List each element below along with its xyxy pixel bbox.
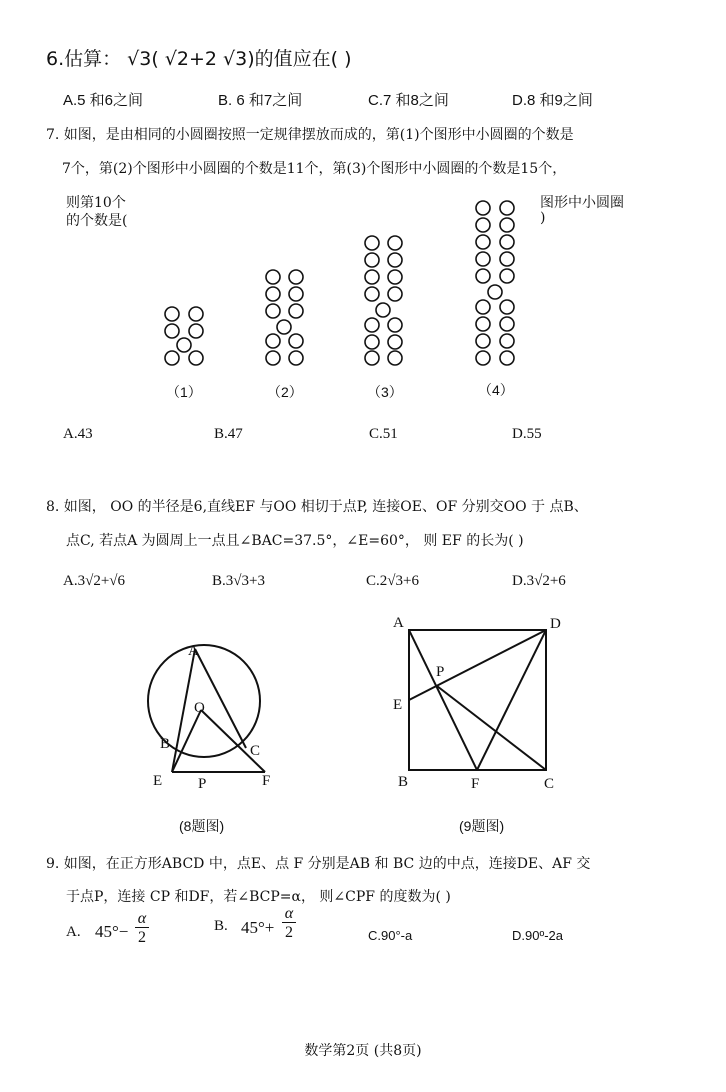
q9-option-d: D.90º-2a (512, 928, 563, 943)
q8-stem-line1: 8. 如图， OO 的半径是6,直线EF 与OO 相切于点P, 连接OE、OF 分别交OO 于 点B、 (46, 499, 588, 515)
q7-stem-line4a: 的个数是( (66, 213, 128, 229)
q9-option-b-denominator: 2 (282, 922, 296, 942)
q9-option-b-prefix: B. (214, 918, 228, 934)
q8-option-c: C.2√3+6 (366, 573, 419, 589)
q9-stem-line2: 于点P，连接 CP 和DF，若∠BCP=α， 则∠CPF 的度数为( ) (66, 889, 451, 905)
q6-option-c: C.7 和8之间 (368, 92, 449, 109)
q7-circle-pattern-figure (150, 190, 530, 415)
q9-point-d: D (550, 616, 561, 632)
q9-point-f: F (471, 776, 480, 792)
q7-stem-line3b: 图形中小圆圈 (540, 195, 624, 211)
q7-option-b: B.47 (214, 426, 243, 442)
q9-option-b-numerator: α (284, 905, 294, 922)
q6-option-d: D.8 和9之间 (512, 92, 593, 109)
q7-option-c: C.51 (369, 426, 398, 442)
q9-option-c: C.90°-a (368, 928, 413, 943)
q7-stem-line3a: 则第10个 (66, 195, 126, 211)
q9-option-a-fraction (135, 910, 149, 947)
q7-figure-label-4: （4） (478, 382, 514, 398)
q9-figure-caption: (9题图) (459, 818, 505, 834)
q6-option-a: A.5 和6之间 (63, 92, 144, 109)
q8-point-c: C (250, 743, 261, 759)
q8-option-d: D.3√2+6 (512, 573, 566, 589)
q7-stem-line4b: ) (540, 210, 546, 226)
pattern-figure-2 (266, 270, 303, 365)
q9-square-figure (385, 610, 575, 800)
q9-option-a-expr: 45°− (95, 922, 129, 941)
q8-figure-caption: (8题图) (179, 818, 225, 834)
q9-option-a-numerator: α (137, 910, 147, 927)
page-footer: 数学第2页 (共8页) (304, 1043, 422, 1059)
q7-figure-label-3: （3） (367, 384, 403, 400)
pattern-figure-3 (365, 236, 402, 365)
q9-point-p: P (436, 664, 445, 680)
q8-geometry-figure (140, 630, 290, 790)
q8-stem-line2: 点C, 若点A 为圆周上一点且∠BAC=37.5°，∠E=60°， 则 EF 的长为( ) (66, 533, 524, 549)
q9-point-b: B (398, 774, 409, 790)
q9-option-a-prefix: A. (66, 924, 81, 940)
q8-point-o: O (194, 700, 205, 716)
q9-stem-line1: 9. 如图，在正方形ABCD 中，点E、点 F 分别是AB 和 BC 边的中点，连接DE、AF 交 (46, 856, 591, 872)
q8-point-f: F (262, 773, 271, 789)
q7-figure-label-1: （1） (166, 384, 202, 400)
q8-option-b: B.3√3+3 (212, 573, 265, 589)
q7-stem-line1: 7. 如图，是由相同的小圆圈按照一定规律摆放而成的，第(1)个图形中小圆圈的个数是 (46, 127, 574, 143)
q7-option-d: D.55 (512, 426, 542, 442)
q9-point-a: A (393, 615, 404, 631)
q7-stem-line2: 7个，第(2)个图形中小圆圈的个数是11个，第(3)个图形中小圆圈的个数是15个， (62, 161, 567, 177)
q8-point-b: B (160, 736, 171, 752)
pattern-figure-4 (476, 201, 514, 365)
q6-stem: 6.估算： √3( √2+2 √3)的值应在( ) (46, 48, 352, 70)
q8-point-e: E (153, 773, 163, 789)
q7-figure-label-2: （2） (267, 384, 303, 400)
q9-option-b-fraction (282, 905, 296, 942)
pattern-figure-1 (165, 307, 203, 365)
q9-point-e: E (393, 697, 403, 713)
q9-option-b-expr: 45°+ (241, 918, 275, 937)
q6-option-b: B. 6 和7之间 (218, 92, 303, 109)
q7-option-a: A.43 (63, 426, 93, 442)
q8-point-a: A (188, 643, 199, 659)
q8-point-p: P (198, 776, 207, 790)
q9-option-a-denominator: 2 (135, 927, 149, 947)
q9-point-c: C (544, 776, 555, 792)
q8-option-a: A.3√2+√6 (63, 573, 126, 589)
